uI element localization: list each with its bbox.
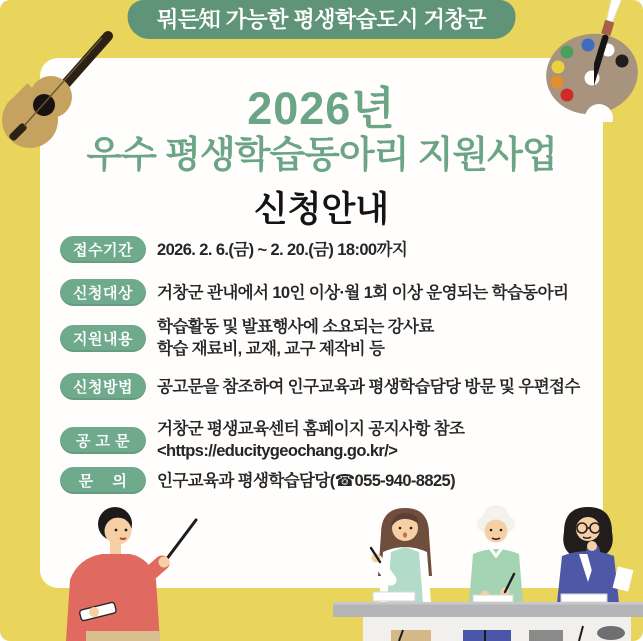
row-text-line: 공고문을 참조하여 인구교육과 평생학습담당 방문 및 우편접수 [157, 377, 580, 396]
label-pill: 신청방법 [60, 373, 146, 400]
row-text-line: 학습활동 및 발표행사에 소요되는 강사료 [157, 318, 434, 336]
label-pill: 문 의 [60, 467, 146, 494]
row-text [157, 418, 464, 462]
row-text-line: 학습 재료비, 교재, 교구 제작비 등 [157, 340, 385, 358]
label-pill: 지원내용 [60, 325, 146, 352]
row-text [157, 376, 580, 398]
row-application-method [60, 373, 580, 400]
title-program: 우수 평생학습동아리 지원사업 [86, 134, 557, 175]
title-year: 2026년 [247, 83, 396, 134]
row-support-details [60, 316, 434, 360]
row-text-line: 거창군 평생교육센터 홈페이지 공지사항 참조 [157, 420, 465, 438]
row-text [157, 239, 407, 261]
row-text-line: 거창군 관내에서 10인 이상·월 1회 이상 운영되는 학습동아리 [157, 283, 569, 302]
row-text [157, 282, 568, 304]
notice-url-text: <https://educitygeochang.go.kr/> [157, 442, 398, 460]
row-eligibility [60, 279, 568, 306]
row-text [157, 316, 434, 360]
row-notice [60, 418, 464, 462]
city-slogan-banner: 뭐든知 가능한 평생학습도시 거창군 [127, 0, 516, 39]
label-pill: 신청대상 [60, 279, 146, 306]
row-text-line: 2026. 2. 6.(금) ~ 2. 20.(금) 18:00까지 [157, 240, 408, 259]
row-contact [60, 467, 455, 494]
row-text [157, 470, 455, 492]
label-pill: 공 고 문 [60, 427, 146, 454]
label-pill: 접수기간 [60, 236, 146, 263]
contact-phone-text: 인구교육과 평생학습담당(☎055-940-8825) [157, 471, 456, 490]
subtitle-application-guide: 신청안내 [253, 190, 390, 229]
row-reception-period [60, 236, 407, 263]
